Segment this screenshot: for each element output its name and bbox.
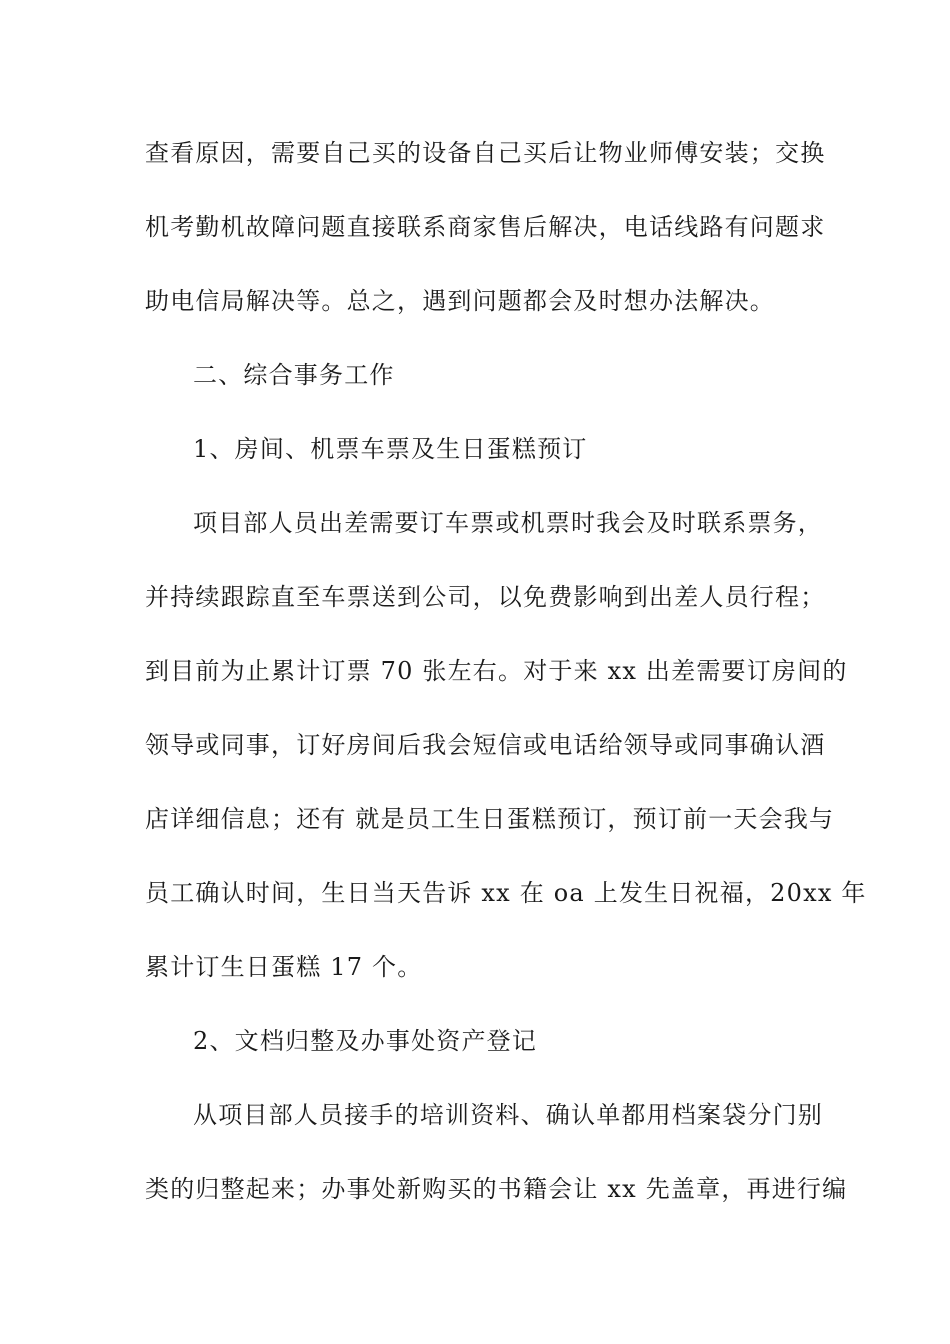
paragraph-line: 员工确认时间，生日当天告诉 xx 在 oa 上发生日祝福，20xx 年 bbox=[145, 879, 867, 907]
paragraph-line: 助电信局解决等。总之，遇到问题都会及时想办法解决。 bbox=[145, 287, 775, 315]
paragraph-line: 项目部人员出差需要订车票或机票时我会及时联系票务， bbox=[193, 509, 823, 537]
section-heading: 二、综合事务工作 bbox=[193, 361, 395, 389]
paragraph-line: 从项目部人员接手的培训资料、确认单都用档案袋分门别 bbox=[193, 1101, 823, 1129]
paragraph-line: 领导或同事，订好房间后我会短信或电话给领导或同事确认酒 bbox=[145, 731, 826, 759]
paragraph-line: 累计订生日蛋糕 17 个。 bbox=[145, 953, 423, 981]
paragraph-line: 查看原因，需要自己买的设备自己买后让物业师傅安装；交换 bbox=[145, 139, 826, 167]
paragraph-line: 机考勤机故障问题直接联系商家售后解决，电话线路有问题求 bbox=[145, 213, 826, 241]
subsection-heading: 1、房间、机票车票及生日蛋糕预订 bbox=[193, 435, 588, 463]
paragraph-line: 店详细信息；还有 就是员工生日蛋糕预订，预订前一天会我与 bbox=[145, 805, 835, 833]
subsection-heading: 2、文档归整及办事处资产登记 bbox=[193, 1027, 538, 1055]
paragraph-line: 类的归整起来；办事处新购买的书籍会让 xx 先盖章，再进行编 bbox=[145, 1175, 848, 1203]
paragraph-line: 并持续跟踪直至车票送到公司，以免费影响到出差人员行程； bbox=[145, 583, 826, 611]
paragraph-line: 到目前为止累计订票 70 张左右。对于来 xx 出差需要订房间的 bbox=[145, 657, 848, 685]
